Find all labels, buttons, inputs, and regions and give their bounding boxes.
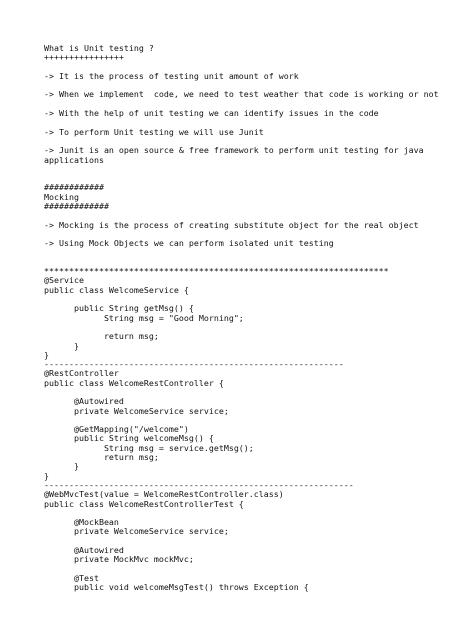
document-line: ********************************************************************* (44, 266, 389, 277)
document-line: -> When we implement code, we need to test weather that code is working or not (44, 89, 439, 100)
document-line: } (44, 461, 79, 472)
document-line: -> It is the process of testing unit amount of work (44, 70, 299, 81)
document-line: return msg; (44, 452, 159, 463)
document-line: applications (44, 154, 104, 165)
document-line: public String getMsg() { (44, 303, 194, 314)
document-line: -> Junit is an open source & free framework to perform unit testing for java (44, 145, 424, 156)
document-line: -------------------------------------------------------------- (44, 479, 354, 490)
document-line (44, 249, 464, 258)
document-line: @Autowired (44, 396, 124, 407)
document-line: public class WelcomeRestControllerTest { (44, 498, 244, 509)
document-line: ++++++++++++++++ (44, 52, 124, 63)
document-line: ############ (44, 182, 104, 193)
document-line: public String welcomeMsg() { (44, 433, 214, 444)
document-line: public class WelcomeRestController { (44, 377, 224, 388)
document-line: @Service (44, 275, 84, 286)
document-line: @Test (44, 572, 99, 583)
document-line: @GetMapping("/welcome") (44, 424, 189, 435)
document-line: private MockMvc mockMvc; (44, 554, 194, 565)
document-line: ############# (44, 201, 109, 212)
document-line: @Autowired (44, 545, 124, 556)
document-line: return msg; (44, 331, 159, 342)
document-line (44, 165, 464, 174)
document-line: } (44, 470, 49, 481)
document-line: What is Unit testing ? (44, 43, 154, 53)
document-line: private WelcomeService service; (44, 405, 229, 416)
document-line: -> Using Mock Objects we can perform isolated unit testing (44, 238, 334, 249)
document-line: public void welcomeMsgTest() throws Exception { (44, 582, 309, 593)
document-line: } (44, 340, 79, 351)
document-line: @WebMvcTest(value = WelcomeRestController.class) (44, 489, 284, 500)
document-line: -> To perform Unit testing we will use Junit (44, 126, 264, 137)
document-line: @MockBean (44, 517, 119, 528)
document-line: -> Mocking is the process of creating substitute object for the real object (44, 219, 419, 230)
document-line: Mocking (44, 191, 79, 202)
document-line: public class WelcomeService { (44, 284, 189, 295)
document-page (44, 44, 464, 593)
document-line: -> With the help of unit testing we can identify issues in the code (44, 108, 379, 119)
document-line: String msg = service.getMsg(); (44, 442, 254, 453)
document-line (44, 565, 464, 574)
document-line: @RestController (44, 368, 119, 379)
document-line: ------------------------------------------------------------ (44, 359, 344, 370)
document-line (44, 174, 464, 183)
document-line: } (44, 349, 49, 360)
document-line: String msg = "Good Morning"; (44, 312, 244, 323)
document-line: private WelcomeService service; (44, 526, 229, 537)
